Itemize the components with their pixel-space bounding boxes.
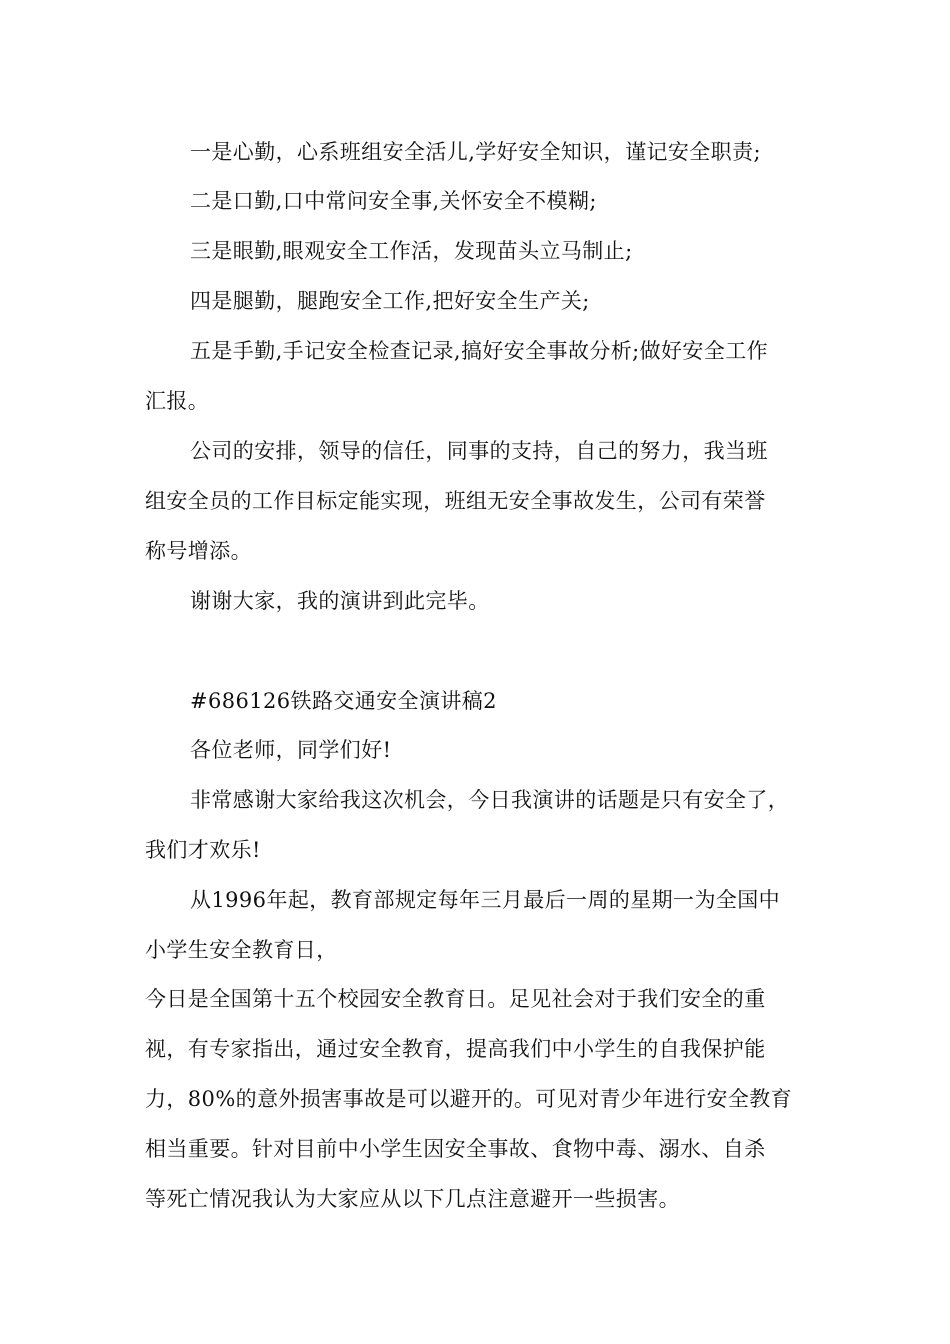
paragraph-line: 视，有专家指出，通过安全教育，提高我们中小学生的自我保护能	[145, 1037, 766, 1061]
paragraph-line: 非常感谢大家给我这次机会，今日我演讲的话题是只有安全了，	[190, 788, 790, 812]
section-heading: #686126铁路交通安全演讲稿2	[190, 689, 497, 713]
paragraph-line: 公司的安排，领导的信任，同事的支持，自己的努力，我当班	[190, 439, 768, 463]
paragraph-line: 谢谢大家，我的演讲到此完毕。	[190, 589, 490, 613]
paragraph-line: 二是口勤,口中常问安全事,关怀安全不模糊;	[190, 189, 597, 213]
paragraph-line: 各位老师，同学们好!	[190, 738, 392, 762]
paragraph-line: 等死亡情况我认为大家应从以下几点注意避开一些损害。	[145, 1187, 680, 1211]
paragraph-line: 力，80%的意外损害事故是可以避开的。可见对青少年进行安全教育	[145, 1087, 793, 1111]
paragraph-line: 组安全员的工作目标定能实现，班组无安全事故发生，公司有荣誉	[145, 489, 766, 513]
paragraph-line: 今日是全国第十五个校园安全教育日。足见社会对于我们安全的重	[145, 987, 766, 1011]
paragraph-line: 相当重要。针对目前中小学生因安全事故、食物中毒、溺水、自杀	[145, 1137, 766, 1161]
paragraph-line: 小学生安全教育日，	[145, 938, 338, 962]
paragraph-line: 汇报。	[145, 389, 210, 413]
paragraph-line: 从1996年起，教育部规定每年三月最后一周的星期一为全国中	[190, 888, 781, 912]
paragraph-line: 五是手勤,手记安全检查记录,搞好安全事故分析;做好安全工作	[190, 339, 769, 363]
paragraph-line: 三是眼勤,眼观安全工作活，发现苗头立马制止;	[190, 239, 633, 263]
paragraph-line: 称号增添。	[145, 539, 252, 563]
paragraph-line: 我们才欢乐!	[145, 838, 261, 862]
paragraph-line: 一是心勤，心系班组安全活儿,学好安全知识，谨记安全职责;	[190, 140, 761, 164]
paragraph-line: 四是腿勤，腿跑安全工作,把好安全生产关;	[190, 289, 590, 313]
